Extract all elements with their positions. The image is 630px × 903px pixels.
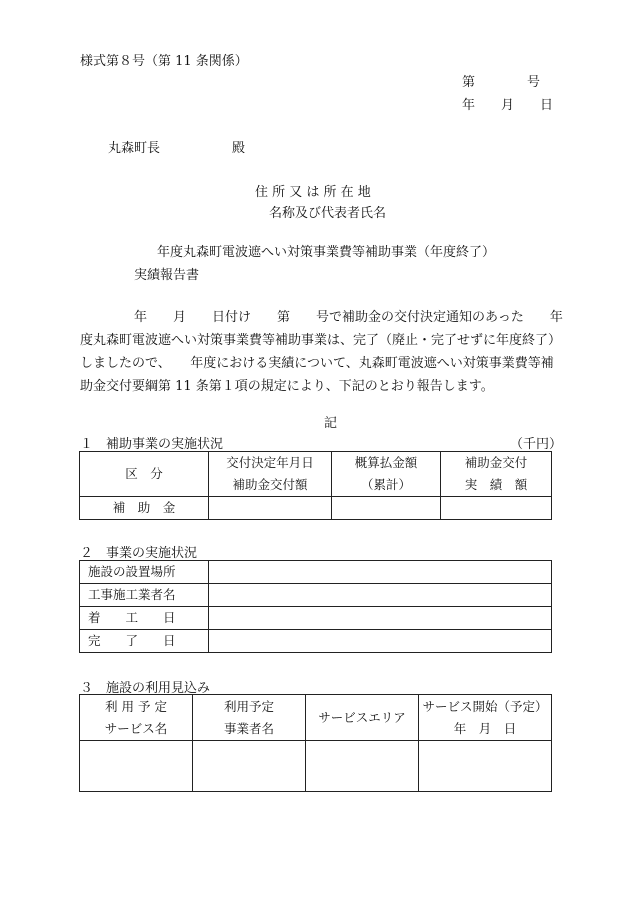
cell-installation-location[interactable]: [209, 561, 552, 584]
row-completion-date: 完 了 日: [80, 630, 209, 653]
address-label: 住 所 又 は 所 在 地: [255, 185, 371, 200]
section1-unit: （千円）: [510, 437, 563, 452]
report-title: 年度丸森町電波遮へい対策事業費等補助事業（年度終了）: [157, 245, 496, 260]
header-service-name-line2: サービス名: [104, 720, 168, 736]
header-jisseki-line1: 補助金交付: [464, 455, 528, 470]
facility-usage-table: [79, 694, 552, 792]
cell-kofu-amount[interactable]: [209, 497, 332, 520]
header-service-start: [419, 695, 552, 741]
header-gaisan-line2: （累計）: [360, 477, 411, 492]
header-service-start-line2: 年 月 日: [453, 720, 517, 736]
cell-operator-name[interactable]: [193, 741, 306, 792]
body-line-4: 助金交付要綱第 11 条第１項の規定により、下記のとおり報告します。: [80, 379, 494, 394]
header-jisseki-line2: 実 績 額: [464, 477, 528, 492]
section2-heading: ２ 事業の実施状況: [80, 546, 198, 561]
project-status-table: [79, 560, 552, 653]
cell-service-area[interactable]: [306, 741, 419, 792]
representative-name-label: 名称及び代表者氏名: [269, 206, 387, 221]
cell-jisseki-amount[interactable]: [441, 497, 552, 520]
form-number: 様式第８号（第 11 条関係）: [80, 54, 248, 69]
addressee-mayor: 丸森町長: [108, 141, 161, 156]
header-service-start-line1: サービス開始（予定）: [422, 698, 548, 714]
header-kofu-line1: 交付決定年月日: [226, 455, 314, 470]
cell-service-name[interactable]: [80, 741, 193, 792]
header-gaisan-line1: 概算払金額: [354, 455, 418, 470]
header-jisseki: [441, 452, 552, 497]
row-installation-location: 施設の設置場所: [80, 561, 209, 584]
row-start-date: 着 工 日: [80, 607, 209, 630]
body-line-1: 年 月 日付け 第 号で補助金の交付決定通知のあった 年: [134, 310, 563, 325]
body-line-2: 度丸森町電波遮へい対策事業費等補助事業は、完了（廃止・完了せずに年度終了）: [80, 333, 562, 348]
document-number: 第 号: [462, 75, 541, 90]
cell-service-start[interactable]: [419, 741, 552, 792]
header-operator-name-line1: 利用予定: [223, 698, 274, 714]
cell-contractor-name[interactable]: [209, 584, 552, 607]
section1-heading: １ 補助事業の実施状況: [80, 437, 224, 452]
header-kubun: 区 分: [80, 452, 209, 497]
row-contractor-name: 工事施工業者名: [80, 584, 209, 607]
header-service-area: サービスエリア: [306, 695, 419, 741]
header-service-name: [80, 695, 193, 741]
header-kofu: [209, 452, 332, 497]
cell-start-date[interactable]: [209, 607, 552, 630]
header-service-name-line1: 利 用 予 定: [105, 698, 167, 714]
ki-marker: 記: [324, 416, 338, 431]
cell-gaisan-amount[interactable]: [332, 497, 441, 520]
addressee-honorific: 殿: [232, 141, 246, 156]
section3-heading: ３ 施設の利用見込み: [80, 681, 211, 696]
header-operator-name-line2: 事業者名: [223, 720, 274, 736]
header-kofu-line2: 補助金交付額: [232, 477, 308, 492]
header-gaisan: [332, 452, 441, 497]
row-label-subsidy: 補 助 金: [80, 497, 209, 520]
report-subtitle: 実績報告書: [134, 268, 200, 283]
document-date: 年 月 日: [462, 98, 554, 113]
body-line-3: しましたので、 年度における実績について、丸森町電波遮へい対策事業費等補: [80, 356, 554, 371]
cell-completion-date[interactable]: [209, 630, 552, 653]
header-operator-name: [193, 695, 306, 741]
subsidy-implementation-table: [79, 451, 552, 520]
